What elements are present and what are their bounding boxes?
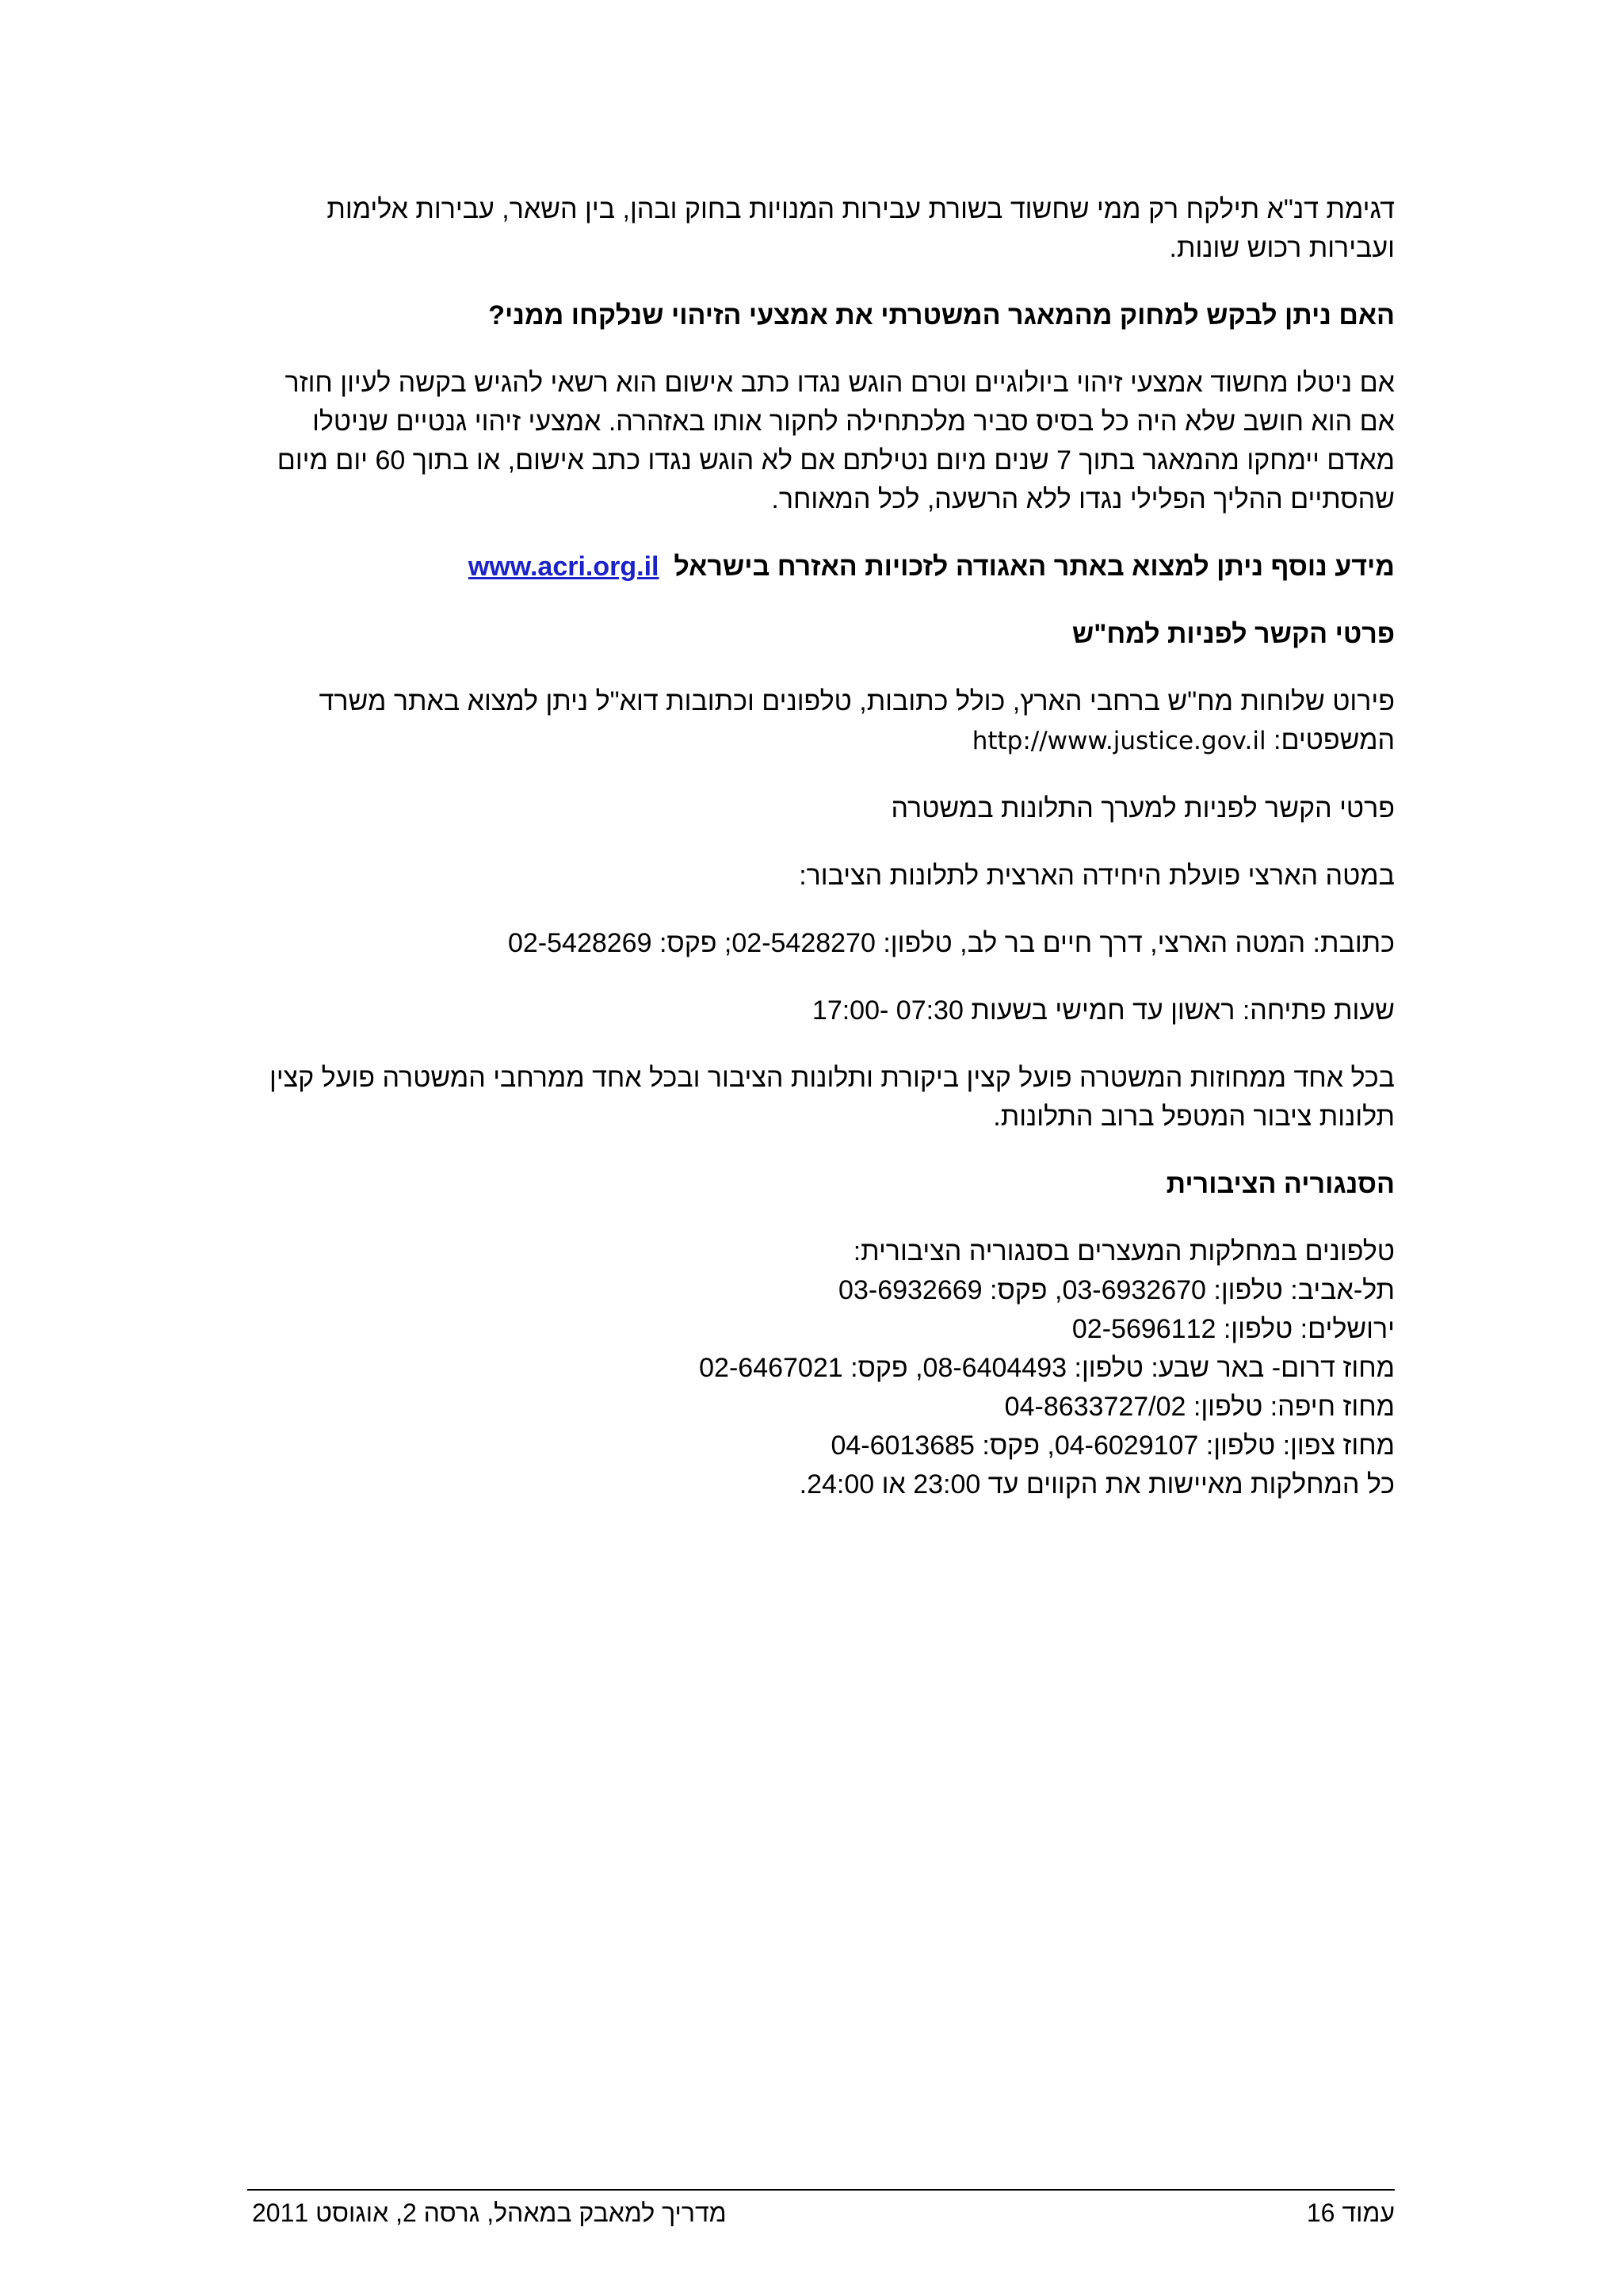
defense-line-jerusalem: ירושלים: טלפון: 02-5696112 bbox=[1071, 1314, 1395, 1344]
mahash-branches-text: פירוט שלוחות מח"ש ברחבי הארץ, כולל כתובות, טלפונים וכתובות דוא"ל ניתן למצוא באתר משרד המשפטים: bbox=[319, 686, 1395, 755]
defense-line-north: מחוז צפון: טלפון: 04-6029107, פקס: 04-6013685 bbox=[831, 1431, 1395, 1461]
page-number: עמוד 16 bbox=[1306, 2199, 1395, 2227]
guide-version-label: מדריך למאבק במאהל, גרסה 2, אוגוסט 2011 bbox=[252, 2199, 727, 2227]
public-defense-phone-list bbox=[254, 1232, 1395, 1504]
acri-website-link[interactable]: www.acri.org.il bbox=[468, 552, 659, 582]
delete-question-heading: האם ניתן לבקש למחוק מהמאגר המשטרתי את אמצעי הזיהוי שנלקחו ממני? bbox=[488, 300, 1395, 330]
defense-line-tel-aviv: תל-אביב: טלפון: 03-6932670, פקס: 03-6932669 bbox=[838, 1275, 1395, 1305]
defense-line-haifa: מחוז חיפה: טלפון: 04-8633727/02 bbox=[1004, 1392, 1395, 1422]
page-footer bbox=[247, 2189, 1395, 2229]
police-complaints-contact: פרטי הקשר לפניות למערך התלונות במשטרה bbox=[891, 793, 1395, 823]
mahash-branches-paragraph bbox=[254, 682, 1395, 761]
defense-line-hours: כל המחלקות מאיישות את הקווים עד 23:00 או 24:00. bbox=[799, 1469, 1395, 1499]
defense-line-south: מחוז דרום- באר שבע: טלפון: 08-6404493, פקס: 02-6467021 bbox=[699, 1353, 1395, 1383]
districts-paragraph: בכל אחד ממחוזות המשטרה פועל קצין ביקורת ותלונות הציבור ובכל אחד ממרחבי המשטרה פועל קצין תלונות ציבור המטפל ברוב התלונות. bbox=[269, 1063, 1395, 1132]
document-body bbox=[254, 190, 1395, 1504]
more-info-text: מידע נוסף ניתן למצוא באתר האגודה לזכויות האזרח בישראל bbox=[674, 552, 1395, 582]
defense-line: טלפונים במחלקות המעצרים בסנגוריה הציבורית: bbox=[853, 1236, 1395, 1266]
address-paragraph: כתובת: המטה הארצי, דרך חיים בר לב, טלפון: 02-5428270; פקס: 02-5428269 bbox=[507, 928, 1395, 958]
delete-answer-paragraph: אם ניטלו מחשוד אמצעי זיהוי ביולוגיים וטרם הוגש נגדו כתב אישום הוא רשאי להגיש בקשה לעיון חוזר אם הוא חושב שלא היה כל בסיס סביר מלכתחילה לחקור אותו באזהרה. אמצעי זיהוי גנטיים שניטלו מאדם יימחקו מהמאגר בתוך 7 שנים מיום נטילתם אם לא הוגש נגדו כתב אישום, או בתוך 60 יום מיום שהסתיים ההליך הפלילי נגדו ללא הרשעה, לכל המאוחר. bbox=[277, 368, 1395, 514]
mahash-contact-heading: פרטי הקשר לפניות למח"ש bbox=[1071, 619, 1395, 649]
more-info-line bbox=[254, 548, 1395, 586]
national-unit-paragraph: במטה הארצי פועלת היחידה הארצית לתלונות הציבור: bbox=[799, 861, 1395, 891]
public-defense-heading: הסנגוריה הציבורית bbox=[1166, 1169, 1395, 1199]
justice-ministry-url: http://www.justice.gov.il bbox=[972, 727, 1266, 755]
dna-sample-paragraph: דגימת דנ"א תילקח רק ממי שחשוד בשורת עבירות המנויות בחוק ובהן, בין השאר, עבירות אלימות ועבירות רכוש שונות. bbox=[327, 194, 1395, 263]
opening-hours-paragraph: שעות פתיחה: ראשון עד חמישי בשעות 07:30 -17:00 bbox=[812, 995, 1395, 1026]
